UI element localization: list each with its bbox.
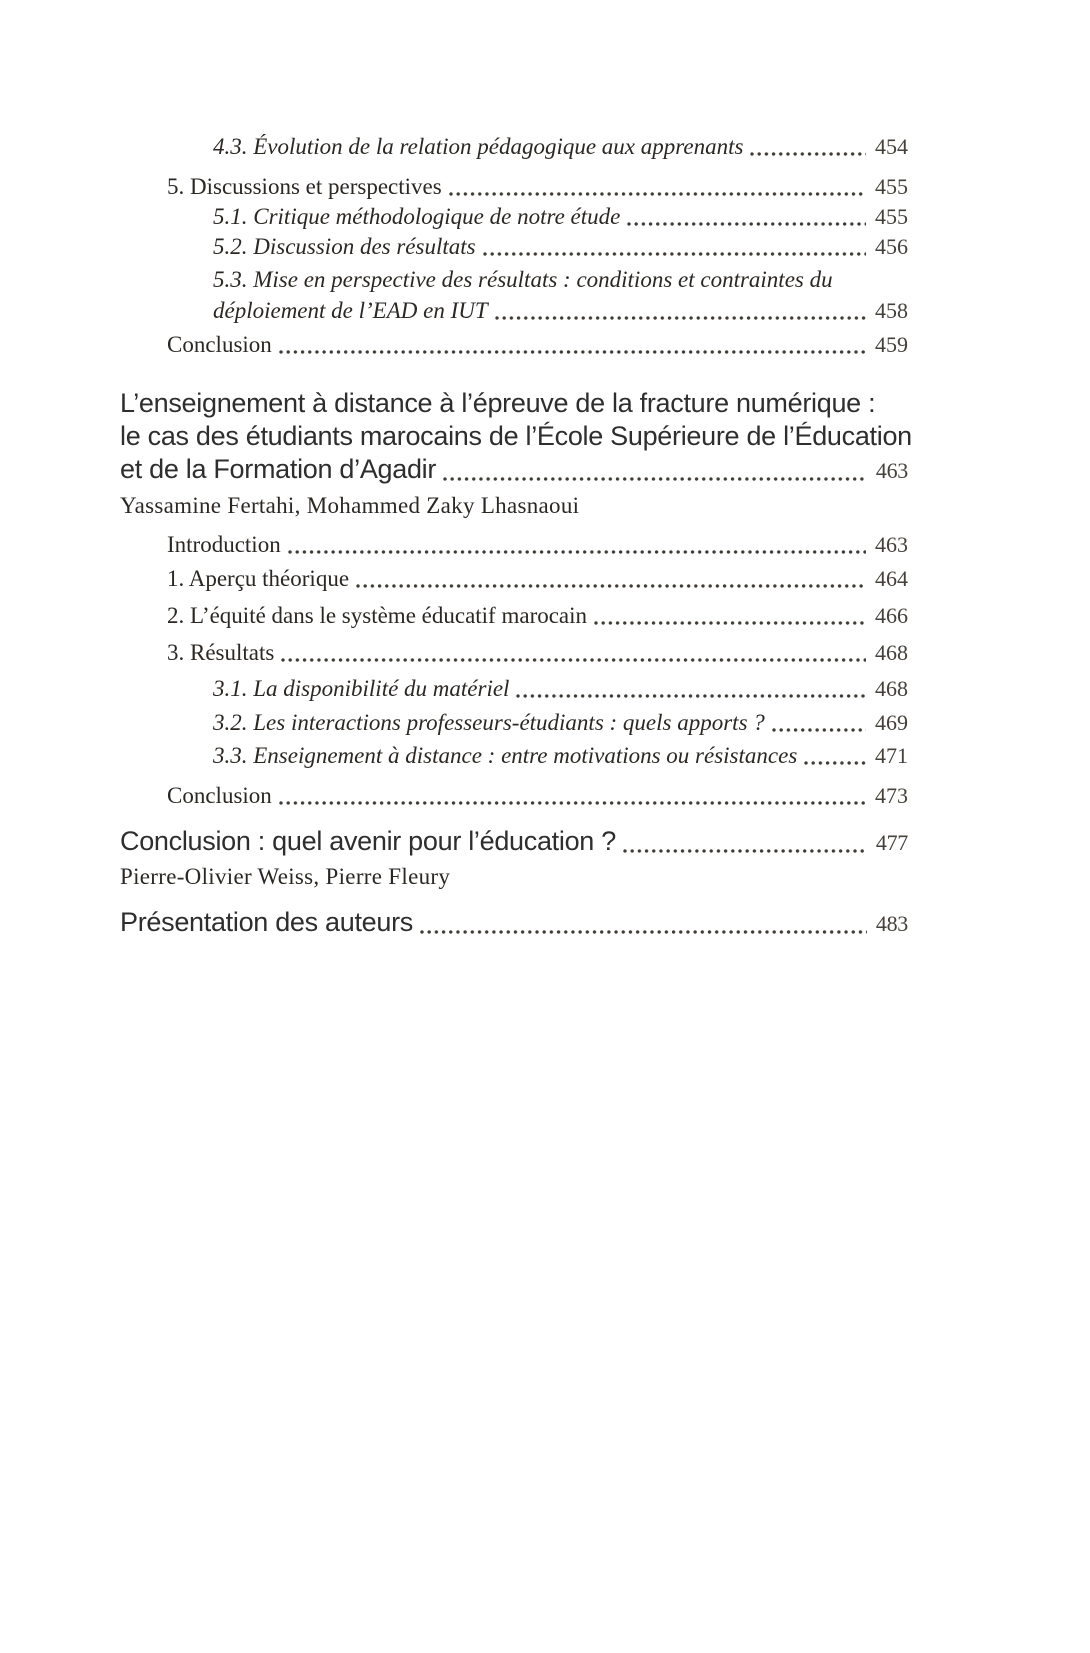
leader-dots [772, 728, 866, 732]
leader-dots [483, 252, 866, 256]
leader-dots [750, 152, 866, 156]
chapter-title-line1 [120, 387, 908, 420]
page-number: 458 [875, 298, 908, 323]
entry-label: 5.3. Mise en perspective des résultats : conditions et contraintes du [213, 267, 833, 292]
toc-entry-5-2 [120, 232, 908, 262]
leader-dots [279, 801, 866, 805]
table-of-contents [120, 132, 912, 940]
conclusion-authors [120, 862, 908, 892]
entry-label: le cas des étudiants marocains de l’École Supérieure de l’Éducation [120, 421, 912, 451]
page-number: 477 [875, 830, 908, 855]
toc-entry-5-3-line1 [120, 265, 908, 295]
toc-entry-3 [120, 638, 908, 668]
toc-entry-introduction [120, 530, 908, 560]
chapter-title-line3 [120, 453, 908, 487]
page-number: 455 [875, 174, 908, 199]
toc-entry-5-1 [120, 202, 908, 232]
entry-label: Introduction [167, 532, 281, 557]
page-number: 459 [875, 332, 908, 357]
leader-dots [449, 192, 866, 196]
entry-label: 3.3. Enseignement à distance : entre motivations ou résistances [213, 743, 798, 768]
toc-entry-conclusion-1 [120, 330, 908, 360]
page-number: 454 [875, 134, 908, 159]
entry-label: déploiement de l’EAD en IUT [213, 298, 488, 323]
toc-entry-conclusion-2 [120, 781, 908, 811]
toc-entry-2 [120, 601, 908, 631]
entry-label: Conclusion : quel avenir pour l’éducation ? [120, 826, 616, 856]
entry-label: 4.3. Évolution de la relation pédagogique aux apprenants [213, 134, 744, 159]
leader-dots [288, 550, 866, 554]
chapter-title-presentation [120, 906, 908, 940]
entry-label: 2. L’équité dans le système éducatif marocain [167, 603, 588, 628]
entry-label: 3.1. La disponibilité du matériel [213, 676, 510, 701]
leader-dots [279, 350, 866, 354]
toc-entry-1 [120, 564, 908, 594]
entry-label: 5.2. Discussion des résultats [213, 234, 476, 259]
entry-label: et de la Formation d’Agadir [120, 454, 437, 484]
page-number: 466 [875, 603, 908, 628]
toc-entry-3-2 [120, 708, 908, 738]
leader-dots [281, 658, 866, 662]
author-names: Pierre-Olivier Weiss, Pierre Fleury [120, 864, 451, 889]
toc-entry-4-3 [120, 132, 908, 162]
entry-label: 3. Résultats [167, 640, 275, 665]
entry-label: Conclusion [167, 332, 272, 357]
leader-dots [443, 477, 867, 481]
page-number: 468 [875, 676, 908, 701]
toc-entry-3-1 [120, 674, 908, 704]
leader-dots [495, 316, 866, 320]
entry-label: Présentation des auteurs [120, 907, 413, 937]
page-number: 469 [875, 710, 908, 735]
page-number: 464 [875, 566, 908, 591]
entry-label: 5.1. Critique méthodologique de notre étude [213, 204, 621, 229]
page-number: 463 [875, 532, 908, 557]
leader-dots [627, 222, 866, 226]
entry-label: 1. Aperçu théorique [167, 566, 350, 591]
entry-label: 5. Discussions et perspectives [167, 174, 442, 199]
page-number: 473 [875, 783, 908, 808]
chapter-title-line2 [120, 420, 912, 453]
leader-dots [516, 694, 866, 698]
toc-entry-5-3-line2 [120, 296, 908, 326]
leader-dots [594, 621, 866, 625]
page-number: 455 [875, 204, 908, 229]
page-number: 471 [875, 743, 908, 768]
entry-label: 3.2. Les interactions professeurs-étudiants : quels apports ? [213, 710, 765, 735]
chapter-title-conclusion [120, 825, 908, 859]
chapter-authors [120, 491, 908, 521]
page-number: 456 [875, 234, 908, 259]
page-number: 468 [875, 640, 908, 665]
page-number: 463 [875, 458, 908, 483]
leader-dots [804, 761, 866, 765]
entry-label: L’enseignement à distance à l’épreuve de la fracture numérique : [120, 388, 876, 418]
leader-dots [356, 584, 866, 588]
entry-label: Conclusion [167, 783, 272, 808]
author-names: Yassamine Fertahi, Mohammed Zaky Lhasnaoui [120, 493, 580, 518]
leader-dots [420, 930, 867, 934]
leader-dots [623, 849, 867, 853]
toc-entry-3-3 [120, 741, 908, 771]
page-number: 483 [875, 911, 908, 936]
toc-entry-5 [120, 172, 908, 202]
